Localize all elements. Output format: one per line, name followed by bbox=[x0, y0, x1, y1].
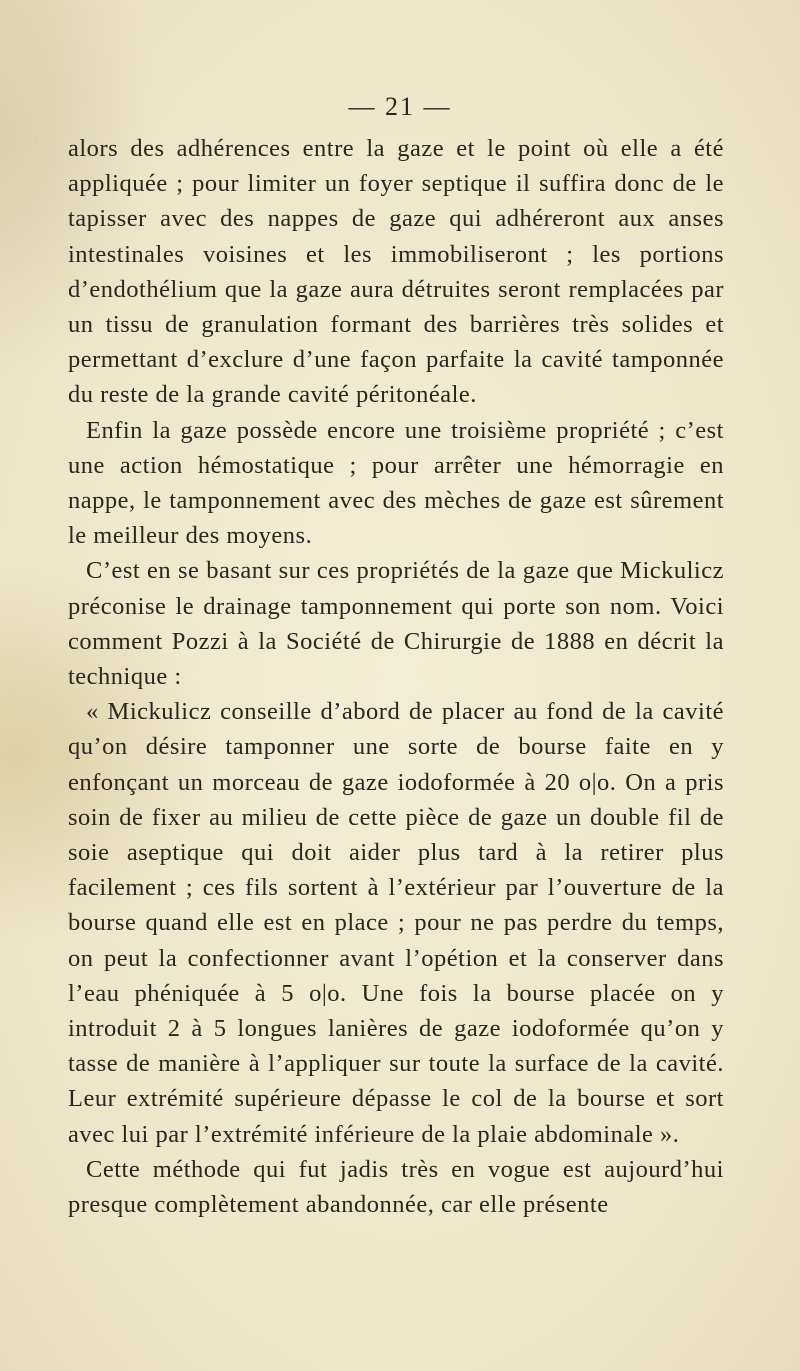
paragraph-mickulicz: C’est en se basant sur ces propriétés de la gaze que Mickulicz préconise le drainage tamponnement qui porte son nom. Voici comment Pozzi à la Société de Chirurgie de 1888 en décrit la technique : bbox=[68, 557, 724, 691]
body-text bbox=[68, 131, 724, 1222]
paragraph-quotation: « Mickulicz conseille d’abord de placer au fond de la cavité qu’on désire tamponner une sorte de bourse faite en y enfonçant un morceau de gaze iodoformée à 20 o|o. On a pris soin de fixer au milieu de cette pièce de gaze un double fil de soie aseptique qui doit aider plus tard à la retirer plus facilement ; ces fils sortent à l’extérieur par l’ouverture de la bourse quand elle est en place ; pour ne pas perdre du temps, on peut la confectionner avant l’opétion et la conserver dans l’eau phéniquée à 5 o|o. Une fois la bourse placée on y introduit 2 à 5 longues lanières de gaze iodoformée qu’on y tasse de manière à l’appliquer sur toute la surface de la cavité. Leur extrémité supérieure dépasse le col de la bourse et sort avec lui par l’extrémité inférieure de la plaie abdominale ». bbox=[68, 698, 724, 1148]
page-number: — 21 — bbox=[348, 92, 452, 121]
paragraph-adherences: alors des adhérences entre la gaze et le point où elle a été appliquée ; pour limiter un foyer septique il suffira donc de le tapisser avec des nappes de gaze qui adhéreront aux anses intestinales voisines et les immobiliseront ; les portions d’endothélium que la gaze aura détruites seront remplacées par un tissu de granulation formant des barrières très solides et permettant d’exclure d’une façon parfaite la cavité tamponnée du reste de la grande cavité péritonéale. bbox=[68, 135, 724, 409]
paragraph-method: Cette méthode qui fut jadis très en vogue est aujourd’hui presque complètement abandonnée, car elle présente bbox=[68, 1155, 724, 1219]
paragraph-hemostatic: Enfin la gaze possède encore une troisième propriété ; c’est une action hémostatique ; pour arrêter une hémorragie en nappe, le tamponnement avec des mèches de gaze est sûrement le meilleur des moyens. bbox=[68, 416, 724, 550]
